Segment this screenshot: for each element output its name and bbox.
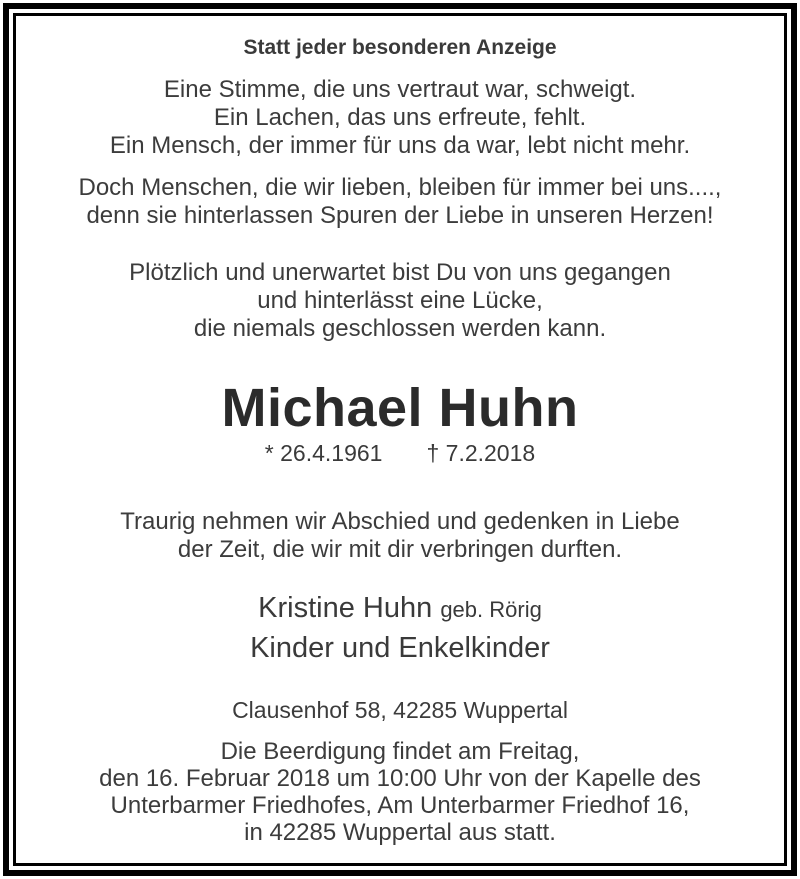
verse-line: Plötzlich und unerwartet bist Du von uns gegangen xyxy=(129,259,671,286)
mourning-border-outer xyxy=(3,3,797,876)
funeral-details xyxy=(36,738,764,846)
mourner-family-line: Kinder und Enkelkinder xyxy=(250,632,550,664)
condolence-verse-3 xyxy=(36,259,764,343)
verse-line: Doch Menschen, die wir lieben, bleiben für immer bei uns...., xyxy=(78,174,722,201)
funeral-line: Die Beerdigung findet am Freitag, xyxy=(220,738,580,765)
mourner-wife-name: Kristine Huhn xyxy=(258,592,433,624)
verse-line: und hinterlässt eine Lücke, xyxy=(257,287,543,314)
mourners-block xyxy=(36,589,764,667)
birth-date: * 26.4.1961 xyxy=(264,440,383,466)
farewell-line: Traurig nehmen wir Abschied und gedenken in Liebe xyxy=(120,508,680,535)
verse-line: Ein Lachen, das uns erfreute, fehlt. xyxy=(213,104,587,131)
announcement-note: Statt jeder besonderen Anzeige xyxy=(243,36,557,59)
life-dates xyxy=(36,439,764,467)
obituary-notice xyxy=(13,13,787,866)
condolence-verse-1 xyxy=(36,76,764,160)
verse-line: Eine Stimme, die uns vertraut war, schweigt. xyxy=(163,76,637,103)
funeral-line: den 16. Februar 2018 um 10:00 Uhr von der Kapelle des xyxy=(99,765,701,792)
condolence-verse-2 xyxy=(36,174,764,230)
address-line: Clausenhof 58, 42285 Wuppertal xyxy=(232,697,568,723)
verse-line: denn sie hinterlassen Spuren der Liebe in unseren Herzen! xyxy=(86,202,714,229)
funeral-line: Unterbarmer Friedhofes, Am Unterbarmer Friedhof 16, xyxy=(110,792,690,819)
farewell-line: der Zeit, die wir mit dir verbringen durften. xyxy=(177,536,623,563)
funeral-line: in 42285 Wuppertal aus statt. xyxy=(244,819,556,846)
wife-maiden-name: geb. Rörig xyxy=(440,597,542,622)
verse-line: die niemals geschlossen werden kann. xyxy=(193,315,607,342)
verse-line: Ein Mensch, der immer für uns da war, lebt nicht mehr. xyxy=(109,132,691,159)
deceased-name: Michael Huhn xyxy=(221,378,579,438)
farewell-text xyxy=(36,508,764,564)
death-date: † 7.2.2018 xyxy=(426,440,536,466)
mourner-wife-line xyxy=(36,589,764,629)
